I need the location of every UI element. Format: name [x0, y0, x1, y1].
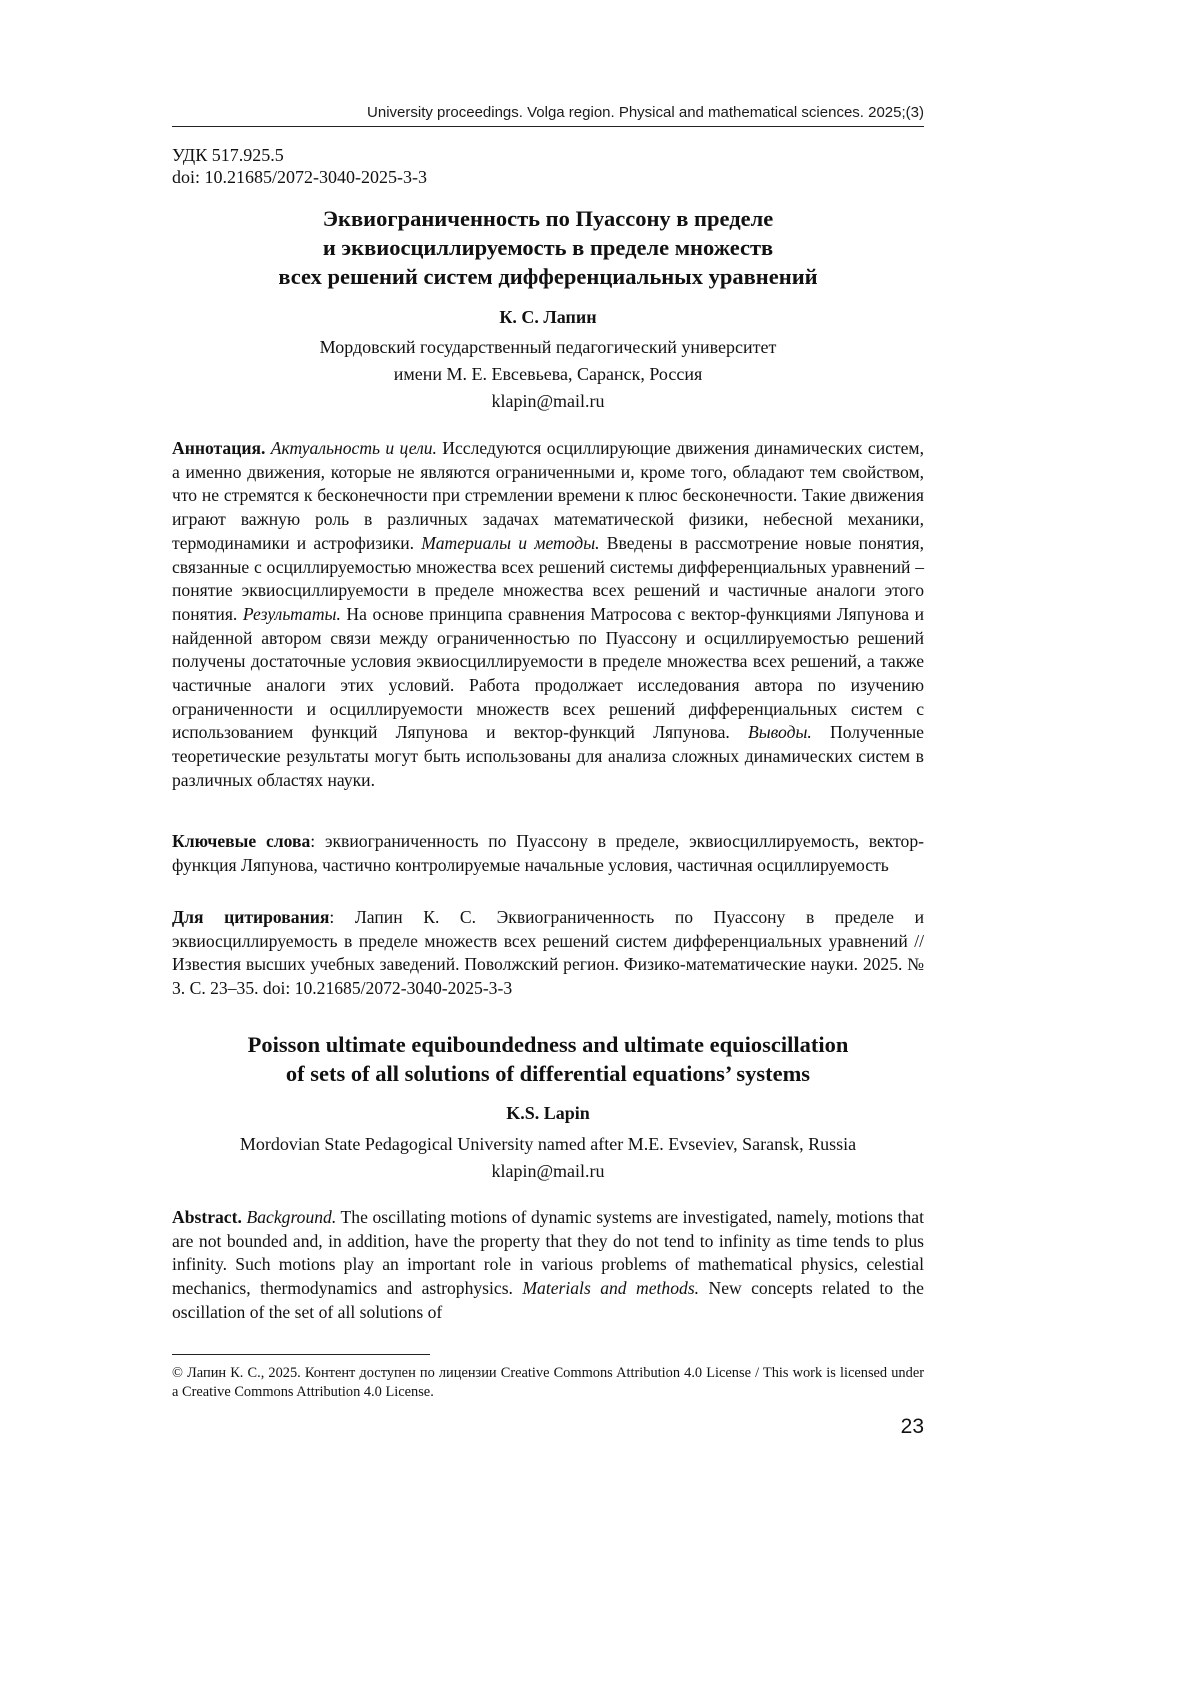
udk-code: УДК 517.925.5 — [172, 145, 284, 165]
abstract-ru-heading: Выводы. — [747, 722, 812, 743]
email-en[interactable]: klapin@mail.ru — [491, 1161, 605, 1181]
license-footnote: © Лапин К. С., 2025. Контент доступен по лицензии Creative Commons Attribution 4.0 License / This work is licensed under a Creative Commons Attribution 4.0 License. — [172, 1365, 924, 1400]
abstract-ru-text: Полученные теоретические результаты могут быть использованы для анализа сложных динамических систем в различных областях науки. — [172, 722, 924, 790]
author-en: K.S. Lapin — [506, 1103, 590, 1123]
abstract-en-label: Abstract. — [172, 1207, 242, 1227]
citation-ru-text: : Лапин К. С. Эквиограниченность по Пуассону в пределе и эквиосциллируемость в пределе множеств всех решений систем дифференциальных уравнений // Известия высших учебных заведений. Поволжский регион. Физико-математические науки. 2025. № 3. С. 23–35. doi: 10.21685/2072-3040-2025-3-3 — [172, 907, 924, 999]
keywords-ru — [172, 830, 924, 877]
abstract-ru — [172, 437, 924, 793]
abstract-ru-heading: Результаты. — [242, 603, 341, 624]
title-ru-line: и эквиосциллируемость в пределе множеств — [322, 235, 774, 260]
affiliation-en — [172, 1131, 924, 1185]
header-rule — [172, 126, 924, 127]
abstract-en-text: New concepts related to the oscillation of the set of all solutions of — [172, 1278, 924, 1322]
title-ru-line: всех решений систем дифференциальных уравнений — [278, 264, 818, 289]
affiliation-ru — [172, 334, 924, 415]
author-ru: К. С. Лапин — [499, 307, 597, 327]
title-en-line: of sets of all solutions of differential equations’ systems — [285, 1061, 811, 1086]
keywords-ru-text: : эквиограниченность по Пуассону в пределе, эквиосциллируемость, вектор-функция Ляпунова, частично контролируемые начальные условия, частичная осциллируемость — [172, 831, 925, 875]
abstract-ru-label: Аннотация. — [172, 438, 266, 458]
abstract-ru-heading: Материалы и методы. — [421, 532, 600, 553]
running-header: University proceedings. Volga region. Physical and mathematical sciences. 2025;(3) — [367, 104, 924, 121]
article-title-ru — [172, 204, 924, 291]
title-ru-line: Эквиограниченность по Пуассону в пределе — [322, 206, 774, 231]
affiliation-ru-line: Мордовский государственный педагогический университет — [319, 337, 777, 357]
abstract-ru-text: На основе принципа сравнения Матросова с вектор-функциями Ляпунова и найденной автором связи между ограниченностью по Пуассону и осциллируемостью решений получены достаточные условия эквиосциллируемости в пределе множества всех решений, а также частичные аналоги этих условий. Работа продолжает исследования автора по изучению ограниченности и осциллируемости множеств всех решений дифференциальных систем с использованием функций Ляпунова и вектор-функций Ляпунова. — [172, 603, 924, 743]
affiliation-ru-line: имени М. Е. Евсевьева, Саранск, Россия — [393, 364, 703, 384]
citation-ru-label: Для цитирования — [172, 907, 330, 927]
abstract-en-text: The oscillating motions of dynamic systems are investigated, namely, motions that are not bounded and, in addition, have the property that they do not tend to infinity as time tends to plus infinity. Such motions play an important role in various problems of mathematical physics, celestial mechanics, thermodynamics and astrophysics. — [172, 1207, 924, 1299]
abstract-ru-heading: Актуальность и цели. — [270, 438, 437, 458]
article-title-en — [172, 1030, 924, 1088]
doi: doi: 10.21685/2072-3040-2025-3-3 — [172, 167, 427, 187]
abstract-ru-text: Исследуются осциллирующие движения динамических систем, а именно движения, которые не являются ограниченными и, кроме того, обладают тем свойством, что не стремятся к бесконечности при стремлении времени к плюс бесконечности. Такие движения играют важную роль в различных задачах математической физики, небесной механики, термодинамики и астрофизики. — [172, 438, 924, 553]
footnote-rule — [172, 1354, 430, 1355]
page-number: 23 — [900, 1415, 924, 1438]
udk-block — [172, 144, 672, 188]
abstract-en-heading: Materials and methods. — [522, 1278, 700, 1299]
email-ru[interactable]: klapin@mail.ru — [491, 391, 605, 411]
abstract-en-heading: Background. — [246, 1207, 337, 1227]
affiliation-en-line: Mordovian State Pedagogical University named after M.E. Evseviev, Saransk, Russia — [239, 1134, 857, 1154]
abstract-en — [172, 1206, 924, 1325]
citation-ru — [172, 906, 924, 1001]
abstract-ru-text: Введены в рассмотрение новые понятия, связанные с осциллируемостью множества всех решений системы дифференциальных уравнений – понятие эквиосциллируемости в пределе множества всех решений и частичные аналоги этого понятия. — [172, 532, 924, 624]
title-en-line: Poisson ultimate equiboundedness and ultimate equioscillation — [247, 1032, 849, 1057]
keywords-ru-label: Ключевые слова — [172, 831, 311, 851]
